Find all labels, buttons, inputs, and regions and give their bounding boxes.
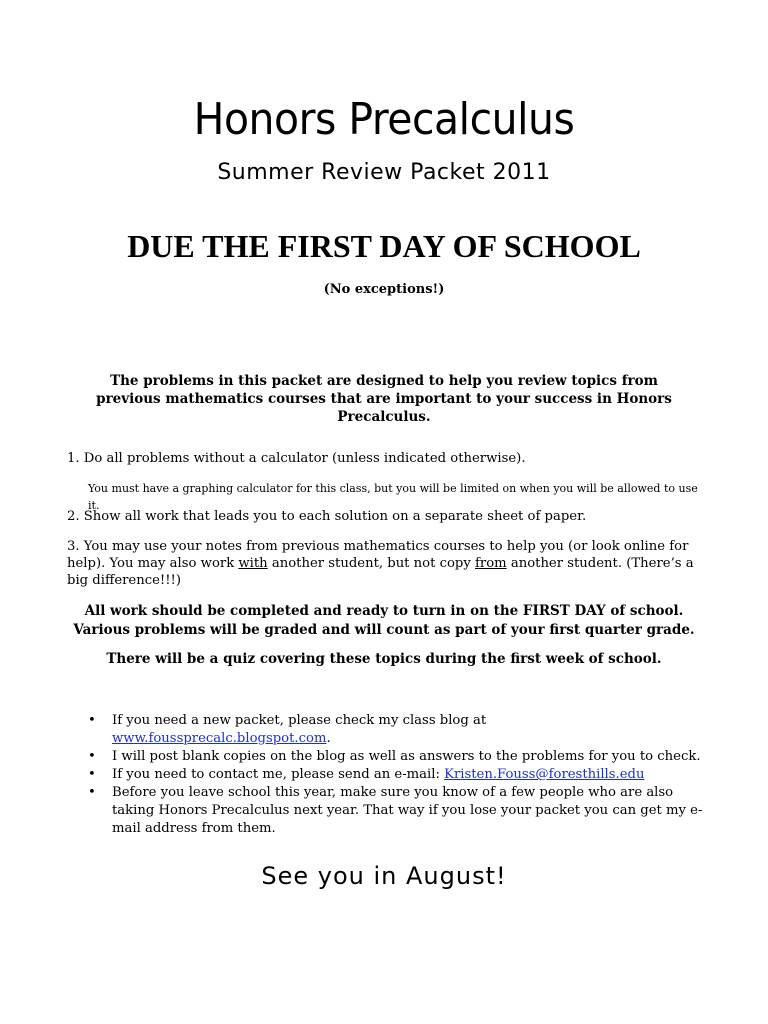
bullet-classmates-text: Before you leave school this year, make sure you know of a few people who are also taking Honors Precalculus next year. That way if you lose your packet you can get my e-mail address from them. [112,785,703,836]
bullet-icon: • [88,767,96,782]
page-title: Honors Precalculus [193,94,575,145]
bullet-icon: • [88,713,96,728]
closing-message: See you in August! [261,862,507,890]
blog-link[interactable]: www.foussprecalc.blogspot.com [112,731,327,746]
due-note: (No exceptions!) [323,282,445,297]
instruction-3-part-c: another student. (There’s a big difference!!!) [67,556,694,588]
bullet-blog-end: . [326,731,331,746]
instruction-1-note: You must have a graphing calculator for this class, but you will be limited on when you will be allowed to use it. [88,482,698,512]
instruction-3-from: from [475,556,507,571]
bullet-item-classmates [88,784,708,838]
bullet-blog-text: If you need a new packet, please check my class blog at [112,713,487,728]
instruction-3-with: with [238,556,268,571]
bullet-icon: • [88,785,96,800]
instruction-3 [67,538,707,589]
bullet-copies-text: I will post blank copies on the blog as well as answers to the problems for you to check. [112,749,701,764]
bullet-icon: • [88,749,96,764]
instruction-3-part-b: another student, but not copy [267,556,476,571]
page-subtitle: Summer Review Packet 2011 [217,160,551,185]
all-work-paragraph: All work should be completed and ready to turn in on the FIRST DAY of school. Various problems will be graded and will count as part of your first quarter grade. [73,603,695,638]
bullet-item-contact [88,766,708,784]
info-bullet-list [88,712,708,838]
email-link[interactable]: Kristen.Fouss@foresthills.edu [444,767,645,782]
instruction-1: 1. Do all problems without a calculator (unless indicated otherwise). [67,451,526,466]
instruction-2: 2. Show all work that leads you to each solution on a separate sheet of paper. [67,509,587,524]
due-heading: DUE THE FIRST DAY OF SCHOOL [127,228,641,264]
bullet-item-blog [88,712,708,748]
intro-paragraph: The problems in this packet are designed to help you review topics from previous mathematics courses that are important to your success in Honors Precalculus. [96,373,672,425]
quiz-notice: There will be a quiz covering these topics during the first week of school. [106,651,662,667]
bullet-contact-text: If you need to contact me, please send an e-mail: [112,767,445,782]
bullet-item-copies [88,748,708,766]
instruction-3-part-a: 3. You may use your notes from previous mathematics courses to help you (or look online for help). You may also work [67,539,689,571]
